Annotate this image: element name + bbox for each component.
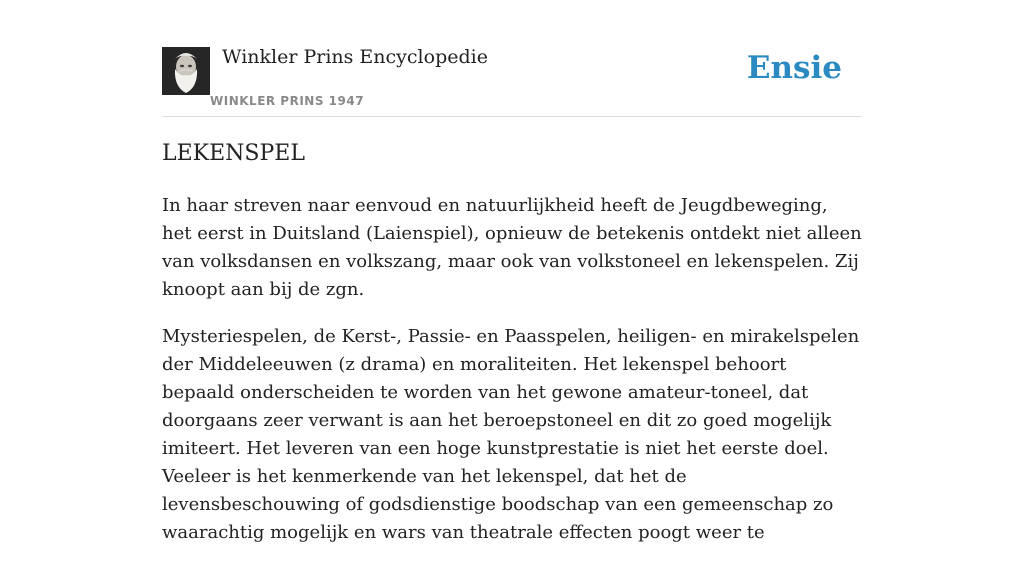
article-paragraph: Mysteriespelen, de Kerst-, Passie- en Paasspelen, heiligen- en mirakelspelen der Middeleeuwen (z drama) en moraliteiten. Het lekenspel behoort bepaald onderscheiden te worden van het gewone amateur-toneel, dat doorgaans zeer verwant is aan het beroepstoneel en dit zo goed mogelijk imiteert. Het leveren van een hoge kunstprestatie is niet het eerste doel. Veeleer is het kenmerkende van het lekenspel, dat het de levensbeschouwing of godsdienstige boodschap van een gemeenschap zo waarachtig mogelijk en wars van theatrale effecten poogt weer te [162,326,860,543]
article-body [162,192,862,566]
author-avatar[interactable] [162,47,210,95]
brand-logo[interactable]: Ensie [746,50,842,86]
site-title[interactable]: Winkler Prins Encyclopedie [222,46,488,68]
bearded-man-portrait-icon [162,47,210,95]
site-header [162,46,862,117]
article-paragraph: In haar streven naar eenvoud en natuurlijkheid heeft de Jeugdbeweging, het eerst in Duitsland (Laienspiel), opnieuw de betekenis ontdekt niet alleen van volksdansen en volkszang, maar ook van volkstoneel en lekenspelen. Zij knoopt aan bij de zgn. [162,195,862,300]
source-label[interactable]: WINKLER PRINS 1947 [210,94,365,108]
entry-title: LEKENSPEL [162,141,305,166]
